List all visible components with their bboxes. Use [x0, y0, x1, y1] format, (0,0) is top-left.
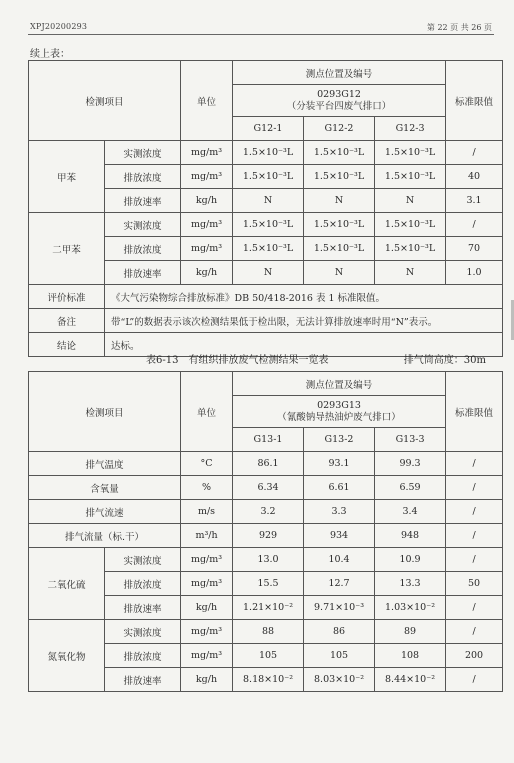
value-cell: N — [304, 189, 375, 213]
emission-table-g13 — [28, 371, 503, 692]
value-cell: 1.21×10⁻² — [233, 596, 304, 620]
limit-cell: 50 — [446, 572, 503, 596]
value-cell: 3.4 — [375, 500, 446, 524]
footer-row — [29, 309, 503, 333]
value-cell: 1.5×10⁻³L — [233, 141, 304, 165]
value-cell: 93.1 — [304, 452, 375, 476]
value-cell: 1.5×10⁻³L — [304, 165, 375, 189]
value-cell: 89 — [375, 620, 446, 644]
header-unit: 单位 — [181, 372, 233, 452]
row-label: 含氧量 — [29, 476, 181, 500]
table-row — [29, 524, 503, 548]
header-point-group: 测点位置及编号 — [233, 372, 446, 396]
value-cell: 88 — [233, 620, 304, 644]
value-cell: 1.03×10⁻² — [375, 596, 446, 620]
limit-cell: 3.1 — [446, 189, 503, 213]
row-label: 排放速率 — [105, 596, 181, 620]
limit-cell: 70 — [446, 237, 503, 261]
pollutant-name: 二氧化硫 — [29, 548, 105, 620]
row-label: 实测浓度 — [105, 620, 181, 644]
row-label: 排放浓度 — [105, 572, 181, 596]
row-label: 排放速率 — [105, 261, 181, 285]
table-row — [29, 500, 503, 524]
value-cell: 8.18×10⁻² — [233, 668, 304, 692]
point-location: （氰酸钠导热油炉废气排口） — [277, 411, 401, 423]
row-label: 实测浓度 — [105, 213, 181, 237]
row-label: 排气流量（标.干） — [29, 524, 181, 548]
footer-text: 带“L”的数据表示该次检测结果低于检出限，无法计算排放速率时用“N”表示。 — [105, 309, 503, 333]
value-cell: 13.3 — [375, 572, 446, 596]
value-cell: 1.5×10⁻³L — [375, 213, 446, 237]
value-cell: 108 — [375, 644, 446, 668]
limit-cell: / — [446, 524, 503, 548]
header-sample-col: G13-2 — [304, 428, 375, 452]
value-cell: 1.5×10⁻³L — [375, 165, 446, 189]
header-item: 检测项目 — [29, 61, 181, 141]
row-unit: mg/m³ — [181, 213, 233, 237]
row-unit: kg/h — [181, 668, 233, 692]
value-cell: 929 — [233, 524, 304, 548]
header-row — [29, 61, 503, 85]
header-sample-col: G12-3 — [375, 117, 446, 141]
row-label: 排放浓度 — [105, 644, 181, 668]
footer-text: 达标。 — [105, 333, 503, 357]
value-cell: 934 — [304, 524, 375, 548]
point-code: 0293G12 — [317, 88, 361, 100]
row-unit: °C — [181, 452, 233, 476]
limit-cell: / — [446, 548, 503, 572]
value-cell: 1.5×10⁻³L — [375, 237, 446, 261]
value-cell: N — [233, 261, 304, 285]
limit-cell: / — [446, 596, 503, 620]
value-cell: 948 — [375, 524, 446, 548]
header-rule — [28, 34, 494, 35]
header-sample-col: G12-1 — [233, 117, 304, 141]
value-cell: 1.5×10⁻³L — [233, 213, 304, 237]
value-cell: 15.5 — [233, 572, 304, 596]
row-label: 排气温度 — [29, 452, 181, 476]
header-point-name — [233, 396, 446, 428]
caption-stack-height: 排气筒高度：30m — [403, 355, 486, 366]
pollutant-name: 氮氧化物 — [29, 620, 105, 692]
limit-cell: 1.0 — [446, 261, 503, 285]
value-cell: 86.1 — [233, 452, 304, 476]
row-label: 实测浓度 — [105, 141, 181, 165]
limit-cell: / — [446, 452, 503, 476]
table-row — [29, 213, 503, 237]
header-limit: 标准限值 — [446, 372, 503, 452]
footer-text: 《大气污染物综合排放标准》DB 50/418-2016 表 1 标准限值。 — [105, 285, 503, 309]
value-cell: 1.5×10⁻³L — [304, 213, 375, 237]
header-limit: 标准限值 — [446, 61, 503, 141]
value-cell: 3.3 — [304, 500, 375, 524]
row-unit: mg/m³ — [181, 141, 233, 165]
header-sample-col: G12-2 — [304, 117, 375, 141]
table-row — [29, 141, 503, 165]
value-cell: 8.03×10⁻² — [304, 668, 375, 692]
header-row — [29, 372, 503, 396]
limit-cell: 40 — [446, 165, 503, 189]
table-row — [29, 620, 503, 644]
header-sample-col: G13-1 — [233, 428, 304, 452]
table-row — [29, 476, 503, 500]
value-cell: 1.5×10⁻³L — [233, 165, 304, 189]
value-cell: 13.0 — [233, 548, 304, 572]
value-cell: N — [375, 189, 446, 213]
row-unit: mg/m³ — [181, 237, 233, 261]
row-unit: mg/m³ — [181, 548, 233, 572]
row-label: 排放速率 — [105, 189, 181, 213]
value-cell: 10.9 — [375, 548, 446, 572]
header-sample-col: G13-3 — [375, 428, 446, 452]
row-label: 实测浓度 — [105, 548, 181, 572]
row-unit: mg/m³ — [181, 620, 233, 644]
pollutant-name: 二甲苯 — [29, 213, 105, 285]
value-cell: 105 — [233, 644, 304, 668]
header-item: 检测项目 — [29, 372, 181, 452]
pollutant-name: 甲苯 — [29, 141, 105, 213]
value-cell: 1.5×10⁻³L — [233, 237, 304, 261]
limit-cell: / — [446, 141, 503, 165]
row-unit: kg/h — [181, 596, 233, 620]
row-unit: kg/h — [181, 189, 233, 213]
value-cell: N — [304, 261, 375, 285]
row-unit: mg/m³ — [181, 644, 233, 668]
value-cell: 8.44×10⁻² — [375, 668, 446, 692]
row-unit: % — [181, 476, 233, 500]
table-row — [29, 548, 503, 572]
row-label: 排放浓度 — [105, 237, 181, 261]
footer-row — [29, 285, 503, 309]
value-cell: 6.59 — [375, 476, 446, 500]
continued-label: 续上表： — [30, 49, 70, 60]
row-label: 排放速率 — [105, 668, 181, 692]
value-cell: 1.5×10⁻³L — [304, 237, 375, 261]
row-label: 排气流速 — [29, 500, 181, 524]
row-unit: mg/m³ — [181, 165, 233, 189]
footer-label: 评价标准 — [29, 285, 105, 309]
footer-label: 备注 — [29, 309, 105, 333]
limit-cell: / — [446, 668, 503, 692]
table-row — [29, 452, 503, 476]
header-point-group: 测点位置及编号 — [233, 61, 446, 85]
row-label: 排放浓度 — [105, 165, 181, 189]
point-code: 0293G13 — [317, 399, 361, 411]
limit-cell: / — [446, 213, 503, 237]
value-cell: 12.7 — [304, 572, 375, 596]
row-unit: mg/m³ — [181, 572, 233, 596]
value-cell: 10.4 — [304, 548, 375, 572]
limit-cell: / — [446, 620, 503, 644]
limit-cell: / — [446, 476, 503, 500]
value-cell: 86 — [304, 620, 375, 644]
row-unit: m³/h — [181, 524, 233, 548]
row-unit: kg/h — [181, 261, 233, 285]
value-cell: 3.2 — [233, 500, 304, 524]
point-location: （分装平台四废气排口） — [286, 100, 392, 112]
value-cell: 1.5×10⁻³L — [375, 141, 446, 165]
header-unit: 单位 — [181, 61, 233, 141]
value-cell: 105 — [304, 644, 375, 668]
value-cell: N — [375, 261, 446, 285]
header-point-name — [233, 85, 446, 117]
caption-title: 表6-13 有组织排放废气检测结果一览表 — [146, 355, 329, 366]
limit-cell: / — [446, 500, 503, 524]
emission-table-g12 — [28, 60, 503, 357]
page-header-pagination: 第 22 页 共 26 页 — [426, 23, 492, 32]
page-header-id: XPJ20200293 — [30, 22, 88, 31]
value-cell: N — [233, 189, 304, 213]
row-unit: m/s — [181, 500, 233, 524]
value-cell: 9.71×10⁻³ — [304, 596, 375, 620]
value-cell: 6.61 — [304, 476, 375, 500]
value-cell: 1.5×10⁻³L — [304, 141, 375, 165]
value-cell: 6.34 — [233, 476, 304, 500]
value-cell: 99.3 — [375, 452, 446, 476]
footer-label: 结论 — [29, 333, 105, 357]
limit-cell: 200 — [446, 644, 503, 668]
